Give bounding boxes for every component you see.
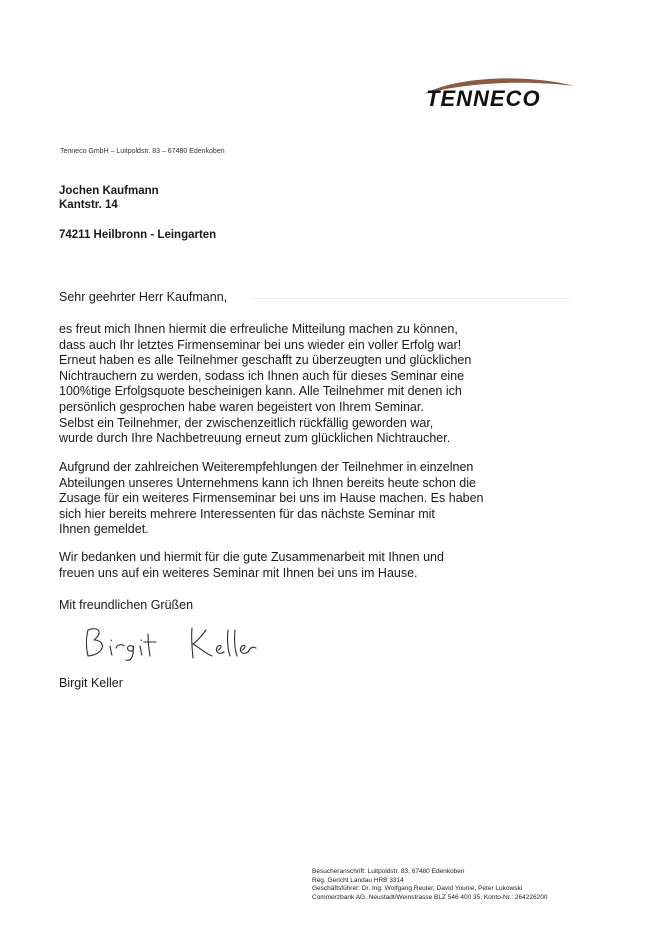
handwritten-signature — [80, 618, 280, 668]
paragraph-line: Zusage für ein weiteres Firmenseminar bei uns im Hause machen. Es haben — [59, 491, 484, 506]
footer-line: Geschäftsführer: Dr. Ing. Wolfgang Reuter, David Younie, Peter Lukowski — [312, 885, 523, 893]
tenneco-logo — [418, 72, 578, 122]
closing: Mit freundlichen Grüßen — [59, 598, 194, 612]
body-paragraph-2 — [59, 460, 529, 538]
paragraph-line: Abteilungen unseres Unternehmens kann ich Ihnen bereits heute schon die — [59, 475, 476, 490]
paragraph-line: freuen uns auf ein weiteres Seminar mit Ihnen bei uns im Hause. — [59, 565, 418, 580]
paragraph-line: Ihnen gemeldet. — [59, 522, 149, 537]
footer-line: Besucheranschrift: Luitpoldstr. 83, 67480 Edenkoben — [312, 868, 465, 875]
paragraph-line: Wir bedanken und hiermit für die gute Zusammenarbeit mit Ihnen und — [59, 550, 444, 564]
recipient-street: Kantstr. 14 — [59, 199, 118, 211]
paragraph-line: dass auch Ihr letztes Firmenseminar bei uns wieder ein voller Erfolg war! — [59, 337, 462, 352]
recipient-city: 74211 Heilbronn - Leingarten — [59, 229, 217, 241]
logo-wordmark: TENNECO — [426, 86, 541, 111]
paragraph-line: Aufgrund der zahlreichen Weiterempfehlungen der Teilnehmer in einzelnen — [59, 460, 474, 474]
paragraph-line: persönlich gesprochen habe waren begeistert von Ihrem Seminar. — [59, 399, 424, 414]
paragraph-line: 100%tige Erfolgsquote bescheinigen kann. Alle Teilnehmer mit denen ich — [59, 384, 462, 399]
signature-icon — [80, 618, 280, 668]
paragraph-line: Erneut haben es alle Teilnehmer geschafft zu überzeugten und glücklichen — [59, 353, 472, 368]
paragraph-line: Nichtrauchern zu werden, sodass ich Ihnen auch für dieses Seminar eine — [59, 368, 465, 383]
footer-line: Commerzbank AG, Neustadt/Weinstrasse BLZ 546 400 35, Konto-Nr.: 264226200 — [312, 893, 548, 901]
paragraph-line: Selbst ein Teilnehmer, der zwischenzeitlich rückfällig geworden war, — [59, 415, 434, 430]
company-footer — [312, 868, 547, 902]
paragraph-line: sich hier bereits mehrere Interessenten für das nächste Seminar mit — [59, 506, 435, 521]
scan-artifact-line — [250, 298, 570, 299]
salutation: Sehr geehrter Herr Kaufmann, — [59, 290, 228, 304]
recipient-address — [59, 184, 159, 212]
paragraph-line: wurde durch Ihre Nachbetreuung erneut zum glücklichen Nichtraucher. — [59, 431, 451, 446]
sender-address-line: Tenneco GmbH – Luitpoldstr. 83 – 67480 Edenkoben — [60, 148, 225, 155]
paragraph-line: es freut mich Ihnen hiermit die erfreuliche Mitteilung machen zu können, — [59, 322, 458, 336]
recipient-name: Jochen Kaufmann — [59, 185, 159, 197]
signer-name: Birgit Keller — [59, 676, 123, 690]
body-paragraph-3 — [59, 550, 529, 581]
footer-line: Reg. Gericht Landau HRB 3314 — [312, 876, 404, 884]
body-paragraph-1 — [59, 322, 529, 447]
